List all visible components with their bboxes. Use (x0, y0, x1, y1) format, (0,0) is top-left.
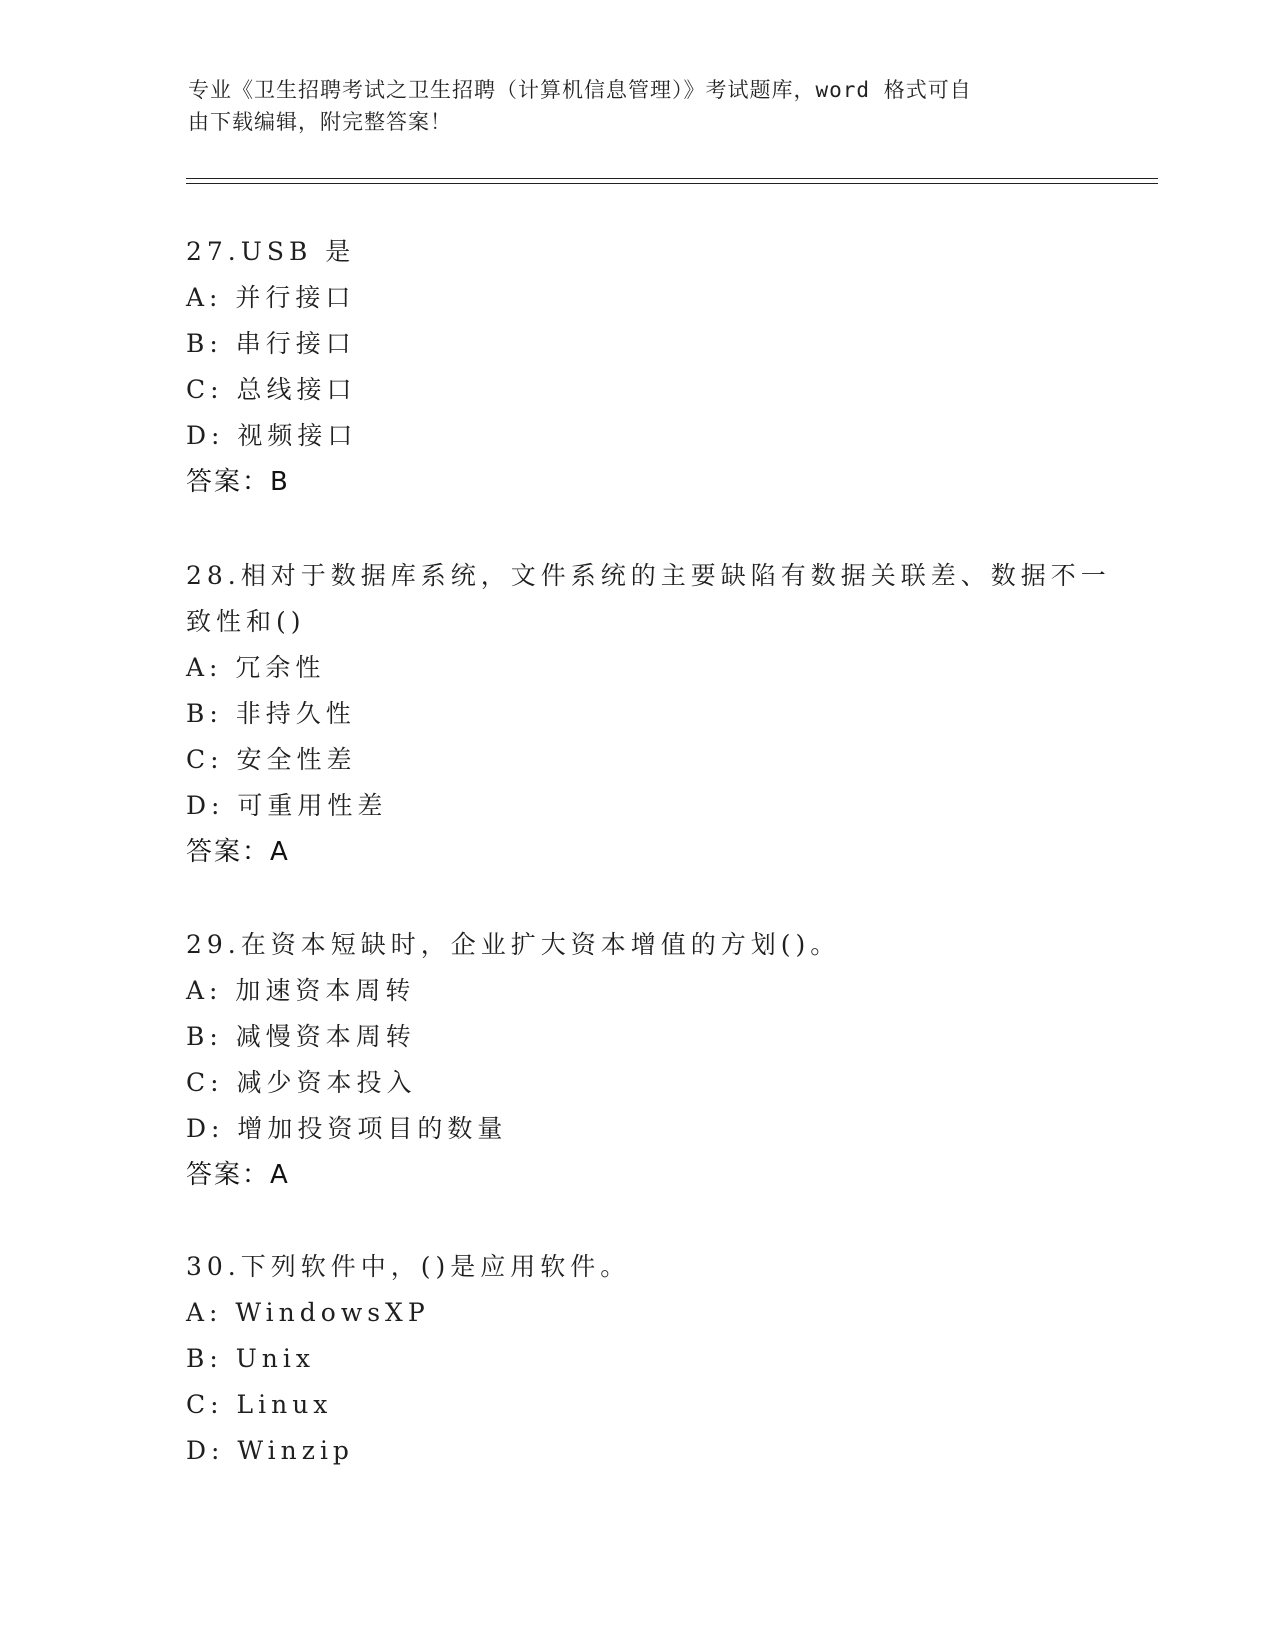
answer-label: 答案： (186, 467, 271, 497)
question-stem: 29.在资本短缺时，企业扩大资本增值的方划()。 (186, 930, 841, 959)
option-a: A: 冗余性 (186, 653, 326, 682)
option-b: B: 减慢资本周转 (186, 1022, 416, 1051)
header-divider-top (186, 178, 1158, 179)
document-header (188, 74, 1088, 138)
answer-line (186, 459, 1086, 505)
option-a: A: 并行接口 (186, 283, 356, 312)
option-c: C: Linux (186, 1390, 333, 1419)
option-a: A: WindowsXP (186, 1298, 430, 1327)
option-c: C: 减少资本投入 (186, 1068, 417, 1097)
option-a: A: 加速资本周转 (186, 976, 416, 1005)
answer-label: 答案： (186, 837, 271, 867)
answer-value: B (270, 467, 289, 497)
option-c: C: 总线接口 (186, 375, 357, 404)
question-27 (186, 229, 1086, 505)
option-b: B: Unix (186, 1344, 316, 1373)
option-d: D: Winzip (186, 1436, 354, 1465)
option-b: B: 非持久性 (186, 699, 356, 728)
header-divider-bottom (186, 183, 1158, 184)
answer-line (186, 829, 1086, 875)
option-c: C: 安全性差 (186, 745, 357, 774)
answer-value: A (270, 837, 289, 867)
question-stem: 27.USB 是 (186, 237, 356, 266)
question-stem-line-2: 致性和() (186, 607, 306, 636)
answer-value: A (270, 1160, 289, 1190)
question-29 (186, 922, 1086, 1198)
header-line-2: 由下载编辑，附完整答案！ (188, 110, 452, 134)
question-30 (186, 1244, 1086, 1474)
question-stem-line-1: 28.相对于数据库系统，文件系统的主要缺陷有数据关联差、数据不一 (186, 561, 1111, 590)
answer-label: 答案： (186, 1160, 271, 1190)
question-stem: 30.下列软件中，()是应用软件。 (186, 1252, 631, 1281)
option-b: B: 串行接口 (186, 329, 356, 358)
option-d: D: 视频接口 (186, 421, 358, 450)
option-d: D: 可重用性差 (186, 791, 388, 820)
header-line-1: 专业《卫生招聘考试之卫生招聘（计算机信息管理）》考试题库，word 格式可自 (188, 78, 972, 102)
answer-line (186, 1152, 1086, 1198)
question-28 (186, 553, 1111, 875)
option-d: D: 增加投资项目的数量 (186, 1114, 508, 1143)
